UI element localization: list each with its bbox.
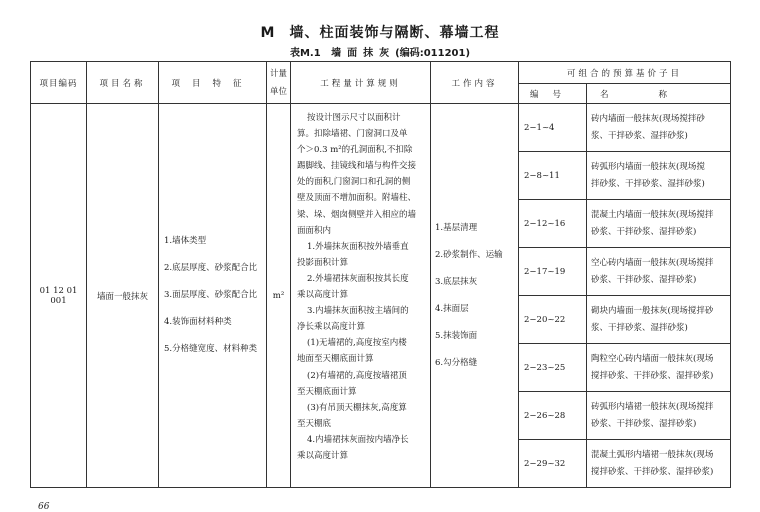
- item-name: 墙面一般抹灰: [87, 104, 159, 488]
- subitem-code: 2−1~4: [519, 104, 587, 152]
- subitem-name-line: 浆、干拌砂浆、湿拌砂浆): [591, 130, 688, 141]
- header-row: [31, 62, 731, 84]
- subitem-name-line: 浆、干拌砂浆、湿拌砂浆): [591, 322, 688, 333]
- subitem-name: [587, 344, 731, 392]
- subitem-name-line: 陶粒空心砖内墙面一般抹灰(现场: [591, 353, 714, 364]
- feature-line: 3.面层厚度、砂浆配合比: [164, 290, 258, 300]
- subitem-name: [587, 392, 731, 440]
- rule-line: 壁及顶面不增加面积。附墙柱、: [297, 193, 417, 204]
- subitem-name: [587, 296, 731, 344]
- subitem-name-line: 砖弧形内墙裙一般抹灰(现场搅拌: [591, 401, 714, 412]
- header-sub-name: 名称: [587, 84, 731, 104]
- subitem-code: 2−20~22: [519, 296, 587, 344]
- page-number: 66: [38, 502, 50, 512]
- feature-line: 1.墙体类型: [164, 236, 207, 246]
- rule-line: 投影面积计算: [297, 257, 349, 268]
- subitem-name-line: 搅拌砂浆、干拌砂浆、湿拌砂浆): [591, 466, 714, 477]
- rule-line: 算。扣除墙裙、门窗洞口及单: [297, 129, 408, 140]
- work-line: 3.底层抹灰: [435, 276, 478, 287]
- header-rules: 工程量计算规则: [291, 62, 431, 104]
- rule-line: 2.外墙裙抹灰面积按其长度: [307, 273, 409, 284]
- rule-line: 面面积内: [297, 225, 332, 236]
- quota-table: [30, 61, 731, 488]
- work-line: 1.基层清理: [435, 222, 478, 233]
- rule-line: 4.内墙裙抹灰面按内墙净长: [307, 434, 409, 445]
- subitem-name-line: 搅拌砂浆、干拌砂浆、湿拌砂浆): [591, 370, 714, 381]
- section-title-text: 墙、柱面装饰与隔断、幕墙工程: [289, 25, 500, 41]
- item-code: 01 12 01 001: [31, 104, 87, 488]
- subitem-name: [587, 248, 731, 296]
- item-unit: m²: [267, 104, 291, 488]
- subitem-name-line: 砂浆、干拌砂浆、湿拌砂浆): [591, 274, 697, 285]
- feature-line: 5.分格缝宽度、材料种类: [164, 344, 258, 354]
- rule-line: 至天棚底面计算: [297, 386, 357, 397]
- subitem-name-line: 空心砖内墙面一般抹灰(现场搅拌: [591, 257, 714, 268]
- rule-line: 乘以高度计算: [297, 450, 349, 461]
- work-line: 6.勾分格缝: [435, 357, 478, 368]
- subitem-name: [587, 104, 731, 152]
- header-unit: 计量单位: [267, 62, 291, 104]
- feature-line: 4.装饰面材料种类: [164, 317, 232, 327]
- rule-line: (2)有墙裙的,高度按墙裙顶: [307, 370, 407, 381]
- subitem-name-line: 砖内墙面一般抹灰(现场搅拌砂: [591, 113, 705, 124]
- feature-line: 2.底层厚度、砂浆配合比: [164, 263, 258, 273]
- rule-line: 净长乘以高度计算: [297, 322, 366, 333]
- subitem-code: 2−23~25: [519, 344, 587, 392]
- header-work: 工作内容: [431, 62, 519, 104]
- header-group: 可组合的预算基价子目: [519, 62, 731, 84]
- table-caption-prefix: 表M.1: [289, 48, 321, 59]
- item-rules: [291, 104, 431, 488]
- subitem-code: 2−29~32: [519, 440, 587, 488]
- subitem-name-line: 砖弧形内墙面一般抹灰(现场搅: [591, 161, 705, 172]
- rule-line: 踢脚线、挂镜线和墙与构件交接: [297, 161, 417, 172]
- rule-line: 梁、垛、烟囱侧壁并入相应的墙: [297, 209, 417, 220]
- rule-line: 处的面积,门窗洞口和孔洞的侧: [297, 177, 411, 188]
- item-work: [431, 104, 519, 488]
- rule-line: 地面至天棚底面计算: [297, 354, 374, 365]
- table-caption-name: 墙面抹灰: [331, 48, 396, 59]
- rule-line: 至天棚底: [297, 418, 332, 429]
- subitem-code: 2−8~11: [519, 152, 587, 200]
- subitem-name-line: 混凝土内墙面一般抹灰(现场搅拌: [591, 209, 714, 220]
- work-line: 4.抹面层: [435, 303, 469, 314]
- rule-line: 1.外墙抹灰面积按外墙垂直: [307, 241, 409, 252]
- rule-line: 3.内墙抹灰面积按主墙间的: [307, 306, 409, 317]
- rule-line: (1)无墙裙的,高度按室内楼: [307, 338, 407, 349]
- subitem-name-line: 砂浆、干拌砂浆、湿拌砂浆): [591, 226, 697, 237]
- subitem-code: 2−26~28: [519, 392, 587, 440]
- rule-line: 乘以高度计算: [297, 290, 349, 301]
- subitem-name-line: 混凝土弧形内墙裙一般抹灰(现场: [591, 449, 714, 460]
- table-caption: [0, 44, 760, 59]
- table-row: [31, 104, 731, 152]
- rule-line: 个＞0.3 m²的孔洞面积,不扣除: [297, 145, 413, 156]
- rule-line: 按设计图示尺寸以面积计: [307, 113, 401, 123]
- subitem-name: [587, 152, 731, 200]
- header-item-code: 项目编码: [31, 62, 87, 104]
- section-code: M: [260, 25, 276, 41]
- work-line: 5.抹装饰面: [435, 330, 478, 341]
- subitem-name-line: 砂浆、干拌砂浆、湿拌砂浆): [591, 418, 697, 429]
- subitem-code: 2−12~16: [519, 200, 587, 248]
- subitem-name-line: 拌砂浆、干拌砂浆、湿拌砂浆): [591, 178, 705, 189]
- subitem-code: 2−17~19: [519, 248, 587, 296]
- header-features: 项目特征: [159, 62, 267, 104]
- item-features: [159, 104, 267, 488]
- header-sub-code: 编号: [519, 84, 587, 104]
- rule-line: (3)有吊顶天棚抹灰,高度算: [307, 402, 407, 413]
- subitem-name: [587, 440, 731, 488]
- table-caption-code: (编码:011201): [395, 48, 471, 59]
- subitem-name: [587, 200, 731, 248]
- subitem-name-line: 砌块内墙面一般抹灰(现场搅拌砂: [591, 305, 714, 316]
- section-title: [0, 22, 760, 42]
- work-line: 2.砂浆制作、运输: [435, 249, 503, 260]
- header-item-name: 项目名称: [87, 62, 159, 104]
